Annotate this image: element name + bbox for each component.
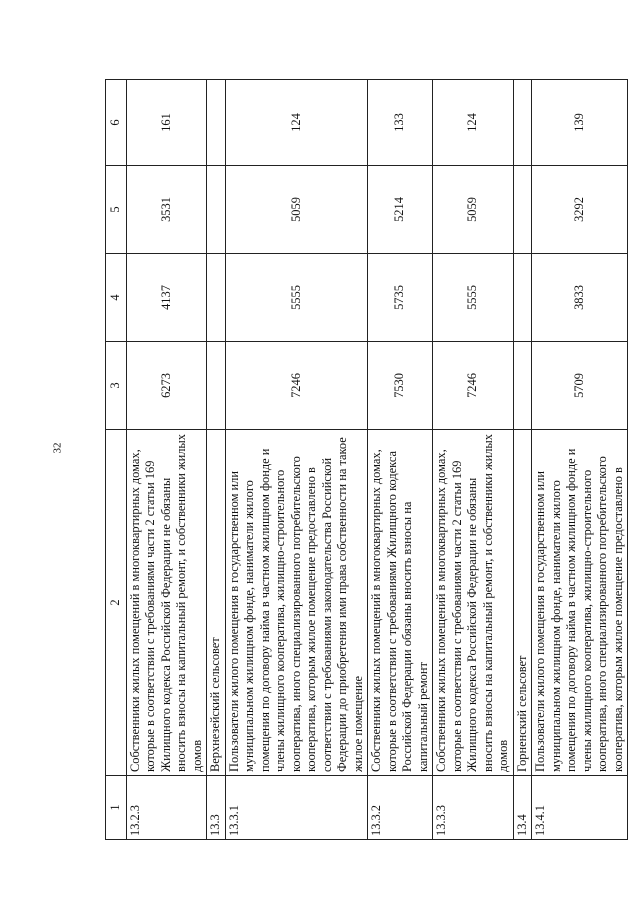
row-value-6 — [513, 80, 532, 166]
row-code: 13.2.3 — [126, 776, 207, 840]
row-value-4: 5555 — [433, 254, 514, 342]
row-description: Пользователи жилого помещения в государственном или муниципальном жилищном фонде, наниматели жилого помещения по договору найма в частном жилищном фонде и члены жилищного кооператива, жилищно-строительного кооператива, иного специализированного потребительского кооператива, которым жилое помещение предоставлено в — [532, 430, 628, 776]
page-number: 32 — [51, 442, 64, 454]
row-code: 13.3 — [207, 776, 226, 840]
row-code: 13.4 — [513, 776, 532, 840]
row-value-5 — [513, 166, 532, 254]
header-cell: 4 — [106, 254, 127, 342]
row-description: Пользователи жилого помещения в государственном или муниципальном жилищном фонде, наниматели жилого помещения по договору найма в частном жилищном фонде и члены жилищного кооператива, жилищно-строительного кооператива, иного специализированного потребительского кооператива, которым жилое помещение предоставлено в соответствии с требованиями законодательства Российской Федерации до приобретения ими права собственности на такое жилое помещение — [225, 430, 368, 776]
row-value-3 — [513, 342, 532, 430]
table-row — [513, 80, 532, 840]
rotated-page-content — [105, 80, 625, 840]
table-row — [126, 80, 207, 840]
row-value-3 — [207, 342, 226, 430]
table-row — [532, 80, 628, 840]
tariff-table — [105, 79, 628, 840]
header-cell: 3 — [106, 342, 127, 430]
row-value-6 — [207, 80, 226, 166]
row-value-5 — [207, 166, 226, 254]
table-row — [433, 80, 514, 840]
row-value-6: 161 — [126, 80, 207, 166]
row-value-4: 5735 — [368, 254, 433, 342]
row-code: 13.3.2 — [368, 776, 433, 840]
row-value-6: 139 — [532, 80, 628, 166]
row-value-4: 5555 — [225, 254, 368, 342]
row-value-4: 4137 — [126, 254, 207, 342]
row-code: 13.3.3 — [433, 776, 514, 840]
row-value-3: 6273 — [126, 342, 207, 430]
row-value-3: 7530 — [368, 342, 433, 430]
row-code: 13.3.1 — [225, 776, 368, 840]
row-value-6: 133 — [368, 80, 433, 166]
row-value-5: 5059 — [225, 166, 368, 254]
row-value-4: 3833 — [532, 254, 628, 342]
row-code: 13.4.1 — [532, 776, 628, 840]
header-cell: 5 — [106, 166, 127, 254]
header-cell: 6 — [106, 80, 127, 166]
table-row — [225, 80, 368, 840]
row-value-5: 5214 — [368, 166, 433, 254]
row-value-3: 5709 — [532, 342, 628, 430]
row-description: Собственники жилых помещений в многоквартирных домах, которые в соответствии с требованиями части 2 статьи 169 Жилищного кодекса Российской Федерации не обязаны вносить взносы на капитальный ремонт, и собственники жилых домов — [126, 430, 207, 776]
row-description: Собственники жилых помещений в многоквартирных домах, которые в соответствии с требованиями части 2 статьи 169 Жилищного кодекса Российской Федерации не обязаны вносить взносы на капитальный ремонт, и собственники жилых домов — [433, 430, 514, 776]
row-value-5: 5059 — [433, 166, 514, 254]
row-value-3: 7246 — [433, 342, 514, 430]
row-value-3: 7246 — [225, 342, 368, 430]
row-value-4 — [207, 254, 226, 342]
row-description: Собственники жилых помещений в многоквартирных домах, которые в соответствии с требованиями Жилищного кодекса Российской Федерации обязаны вносить взносы на капитальный ремонт — [368, 430, 433, 776]
row-value-6: 124 — [225, 80, 368, 166]
table-header-row — [106, 80, 127, 840]
row-value-6: 124 — [433, 80, 514, 166]
row-description: Верхнезейский сельсовет — [207, 430, 226, 776]
table-row — [368, 80, 433, 840]
header-cell: 2 — [106, 430, 127, 776]
row-value-5: 3292 — [532, 166, 628, 254]
row-value-5: 3531 — [126, 166, 207, 254]
row-description: Горненский сельсовет — [513, 430, 532, 776]
table-row — [207, 80, 226, 840]
header-cell: 1 — [106, 776, 127, 840]
row-value-4 — [513, 254, 532, 342]
